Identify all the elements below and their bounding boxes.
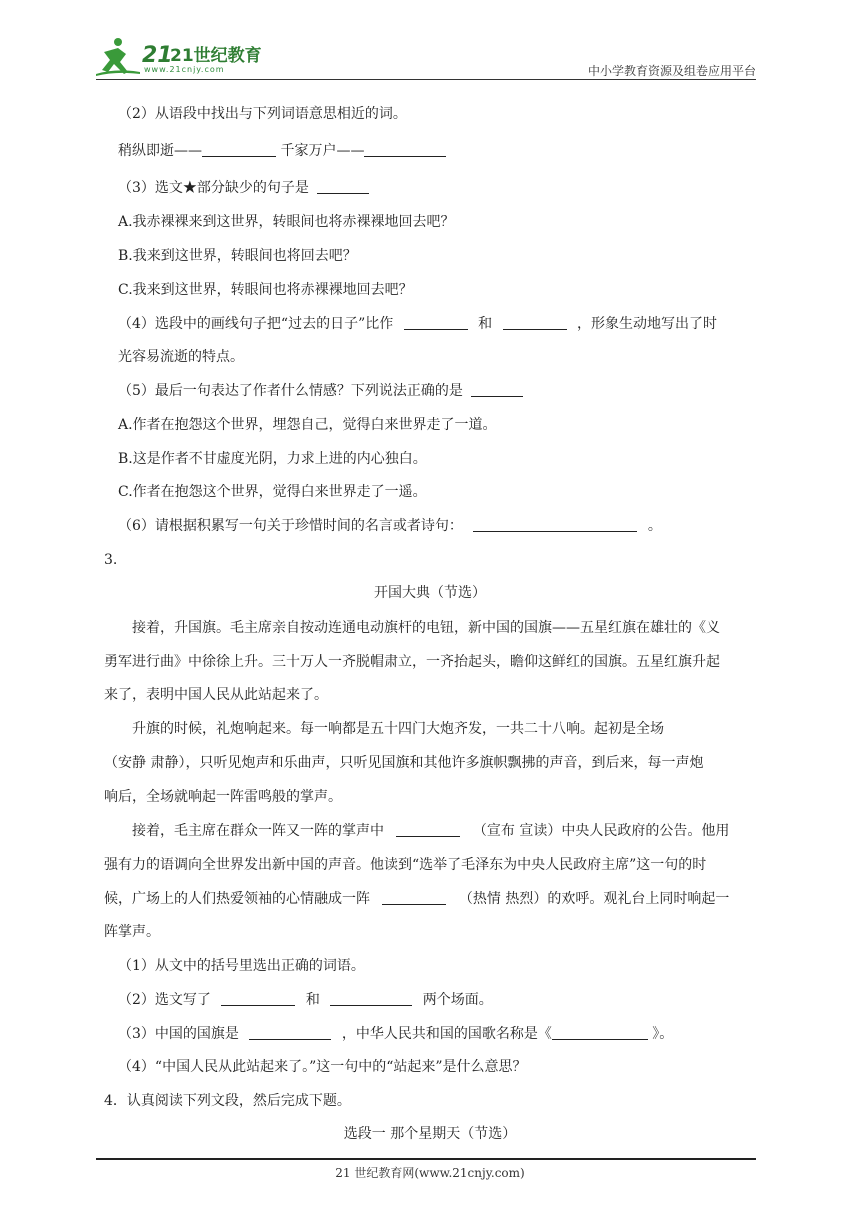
- q3-p1-line2: 勇军进行曲》中徐徐上升。三十万人一齐脱帽肃立，一齐抬起头，瞻仰这鲜红的国旗。五星红旗升起: [104, 654, 720, 670]
- q3-p3-line1: [132, 821, 729, 841]
- q3-p3-line2: 强有力的语调向全世界发出新中国的声音。他读到“选举了毛泽东为中央人民政府主席”这一句的时: [104, 857, 707, 873]
- answer-blank[interactable]: [396, 822, 460, 837]
- q4-subtitle: 选段一 那个星期天（节选）: [343, 1126, 517, 1142]
- q3-p1-line3: 来了，表明中国人民从此站起来了。: [104, 687, 328, 703]
- page-footer: 21 世纪教育网(www.21cnjy.com): [335, 1166, 525, 1180]
- q3-s2: [118, 990, 493, 1010]
- q3-s3: [118, 1024, 673, 1044]
- q3-p1-line1: 接着，升国旗。毛主席亲自按动连通电动旗杆的电钮，新中国的国旗——五星红旗在雄壮的《义: [132, 620, 720, 636]
- q2-sub3: [118, 178, 369, 198]
- answer-blank[interactable]: [202, 142, 276, 157]
- q2-sub2-word-b: 千家万户——: [280, 143, 365, 159]
- q3-title: 开国大典（节选）: [374, 585, 486, 601]
- q2-sub6-text: （6）请根据积累写一句关于珍惜时间的名言或者诗句：: [118, 518, 463, 534]
- q3-s4: （4）“中国人民从此站起来了。”这一句中的“站起来”是什么意思？: [118, 1059, 527, 1075]
- running-figure-icon: [96, 38, 140, 76]
- q2-sub5-option-b: B.这是作者不甘虚度光阴，力求上进的内心独白。: [118, 451, 427, 467]
- q2-sub2-word-a: 稍纵即逝——: [118, 143, 202, 159]
- answer-blank[interactable]: [473, 517, 637, 532]
- q2-sub2-answers: [118, 141, 446, 161]
- q2-sub4: [118, 314, 717, 334]
- answer-blank[interactable]: [249, 1025, 331, 1040]
- q2-sub5-option-a: A.作者在抱怨这个世界，埋怨自己，觉得白来世界走了一道。: [118, 417, 497, 433]
- header-platform-text: 中小学教育资源及组卷应用平台: [587, 64, 756, 78]
- q3-s2-and: 和: [305, 992, 320, 1008]
- q2-sub5-option-c: C.作者在抱怨这个世界，觉得白来世界走了一遥。: [118, 484, 427, 500]
- q2-sub3-option-a: A.我赤裸裸来到这世界，转眼间也将赤裸裸地回去吧？: [118, 214, 455, 230]
- svg-text:21世纪教育: 21世纪教育: [170, 46, 262, 66]
- q3-s3-tail: 》。: [652, 1026, 674, 1042]
- q3-p2-line1: 升旗的时候，礼炮响起来。每一响都是五十四门大炮齐发，一共二十八响。起初是全场: [132, 721, 664, 737]
- header-divider: [96, 79, 756, 80]
- logo-site-text: www.21cnjy.com: [144, 65, 225, 74]
- svg-text:21: 21: [142, 43, 173, 68]
- answer-blank[interactable]: [471, 382, 523, 397]
- q3-s1: （1）从文中的括号里选出正确的词语。: [118, 958, 365, 974]
- q2-sub3-option-c: C.我来到这世界，转眼间也将赤裸裸地回去吧？: [118, 282, 413, 298]
- q4-intro: 4．认真阅读下列文段，然后完成下题。: [104, 1093, 351, 1109]
- q2-sub6: [118, 516, 662, 536]
- q3-p2-line3: 响后，全场就响起一阵雷鸣般的掌声。: [104, 789, 342, 805]
- q3-number: 3.: [104, 552, 118, 568]
- answer-blank[interactable]: [317, 179, 369, 194]
- q2-sub5: [118, 381, 523, 401]
- q3-s3-text: （3）中国的国旗是: [118, 1026, 239, 1042]
- answer-blank[interactable]: [382, 890, 446, 905]
- answer-blank[interactable]: [364, 142, 446, 157]
- q3-p3-text-c: 候，广场上的人们热爱领袖的心情融成一阵: [104, 891, 370, 907]
- q3-p3-text-a: 接着，毛主席在群众一阵又一阵的掌声中: [132, 823, 384, 839]
- q3-p3-line3: [104, 889, 729, 909]
- q2-sub5-text: （5）最后一句表达了作者什么情感？下列说法正确的是: [118, 383, 463, 399]
- q2-sub4-continued: 光容易流逝的特点。: [118, 349, 244, 365]
- answer-blank[interactable]: [552, 1025, 648, 1040]
- q2-sub4-text: （4）选段中的画线句子把“过去的日子”比作: [118, 316, 394, 332]
- q3-s2-tail: 两个场面。: [422, 992, 493, 1008]
- page-header: [96, 34, 756, 80]
- footer-divider: [96, 1158, 756, 1160]
- q3-p3-text-d: （热情 热烈）的欢呼。观礼台上同时响起一: [458, 891, 730, 907]
- q2-sub6-end: 。: [647, 518, 662, 534]
- q3-s2-text: （2）选文写了: [118, 992, 211, 1008]
- q2-sub4-and: 和: [478, 316, 493, 332]
- q3-p2-line2: （安静 肃静），只听见炮声和乐曲声，只听见国旗和其他许多旗帜飘拂的声音，到后来，每一声炮: [104, 755, 704, 771]
- answer-blank[interactable]: [330, 991, 412, 1006]
- q2-sub3-option-b: B.我来到这世界，转眼间也将回去吧？: [118, 248, 357, 264]
- q2-sub4-tail: ，形象生动地写出了时: [577, 316, 718, 332]
- q3-s3-text-b: ，中华人民共和国的国歌名称是《: [341, 1026, 552, 1042]
- q2-sub2: （2）从语段中找出与下列词语意思相近的词。: [118, 106, 407, 122]
- answer-blank[interactable]: [503, 315, 567, 330]
- q3-p3-text-b: （宣布 宣读）中央人民政府的公告。他用: [472, 823, 730, 839]
- q3-p3-line4: 阵掌声。: [104, 924, 160, 940]
- q2-sub3-text: （3）选文★部分缺少的句子是: [118, 180, 309, 196]
- answer-blank[interactable]: [221, 991, 295, 1006]
- answer-blank[interactable]: [404, 315, 468, 330]
